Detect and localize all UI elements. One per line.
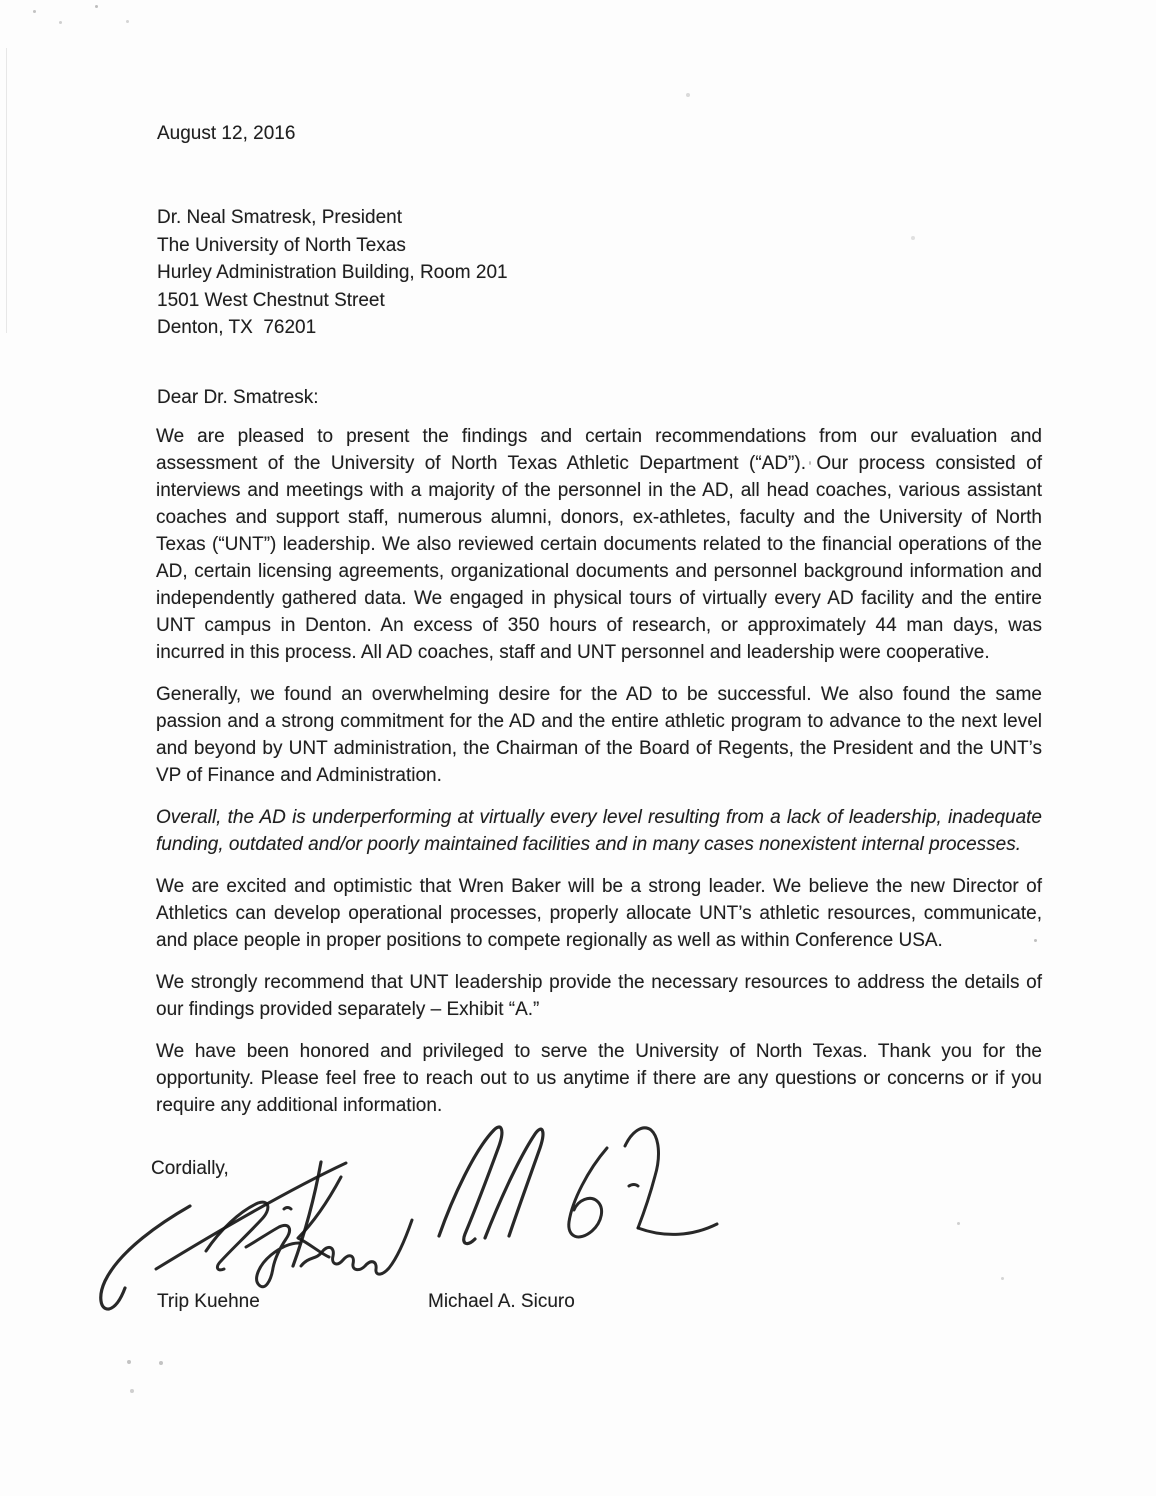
scan-speck — [127, 1360, 131, 1364]
scan-speck — [159, 1361, 163, 1365]
signer-name-michael-sicuro: Michael A. Sicuro — [428, 1291, 575, 1312]
scan-speck — [126, 20, 129, 23]
scan-speck — [95, 5, 98, 8]
michael-sicuro-signature-image — [425, 1118, 725, 1253]
paragraph-recommendation: We strongly recommend that UNT leadership provide the necessary resources to address the details of our findings provided separately – Exhibit “A.” — [156, 972, 1042, 1020]
scan-speck — [1001, 1277, 1004, 1280]
recipient-street: 1501 West Chestnut Street — [157, 289, 385, 311]
paragraph-findings: Generally, we found an overwhelming desire for the AD to be successful. We also found the same passion and a strong commitment for the AD and the entire athletic program to advance to the next level and beyond by UNT administration, the Chairman of the Board of Regents, the President and the UNT’s VP of Finance and Administration. — [156, 684, 1042, 786]
letter-body — [156, 423, 1042, 1134]
paragraph-wren-baker: We are excited and optimistic that Wren Baker will be a strong leader. We believe the new Director of Athletics can develop operational processes, properly allocate UNT’s athletic resources, communicate, and place people in proper positions to compete regionally as well as within Conference USA. — [156, 876, 1042, 951]
recipient-city: Denton, TX 76201 — [157, 317, 317, 338]
closing: Cordially, — [151, 1158, 229, 1179]
paragraph-emphasis-underperforming: Overall, the AD is underperforming at virtually every level resulting from a lack of leadership, inadequate funding, outdated and/or poorly maintained facilities and in many cases nonexistent internal processes. — [156, 807, 1042, 855]
salutation: Dear Dr. Smatresk: — [157, 387, 319, 408]
recipient-name: Dr. Neal Smatresk, President — [157, 207, 402, 228]
recipient-org: The University of North Texas — [157, 234, 406, 256]
paragraph-thanks: We have been honored and privileged to serve the University of North Texas. Thank you for the opportunity. Please feel free to reach out to us anytime if there are any questions or concerns or if you require any additional information. — [156, 1041, 1042, 1116]
scan-edge-artifact — [6, 48, 7, 333]
letter-date: August 12, 2016 — [157, 123, 296, 144]
signer-name-trip-kuehne: Trip Kuehne — [157, 1291, 260, 1312]
scan-speck — [130, 1389, 134, 1393]
scan-speck — [686, 93, 690, 97]
recipient-building: Hurley Administration Building, Room 201 — [157, 262, 508, 283]
scan-speck — [59, 21, 62, 24]
recipient-address-block — [157, 204, 508, 342]
scan-speck — [911, 236, 915, 240]
scan-speck — [957, 1222, 960, 1225]
scan-speck — [33, 10, 36, 13]
paragraph-process: We are pleased to present the findings and certain recommendations from our evaluation and assessment of the University of North Texas Athletic Department (“AD”). Our process consisted of interviews and meetings with a majority of the personnel in the AD, all head coaches, various assistant coaches and support staff, numerous alumni, donors, ex-athletes, faculty and the University of North Texas (“UNT”) leadership. We also reviewed certain documents related to the financial operations of the AD, certain licensing agreements, organizational documents and personnel background information and independently gathered data. We engaged in physical tours of virtually every AD facility and the entire UNT campus in Denton. An excess of 350 hours of research, or approximately 44 man days, was incurred in this process. All AD coaches, staff and UNT personnel and leadership were cooperative. — [156, 426, 1042, 663]
